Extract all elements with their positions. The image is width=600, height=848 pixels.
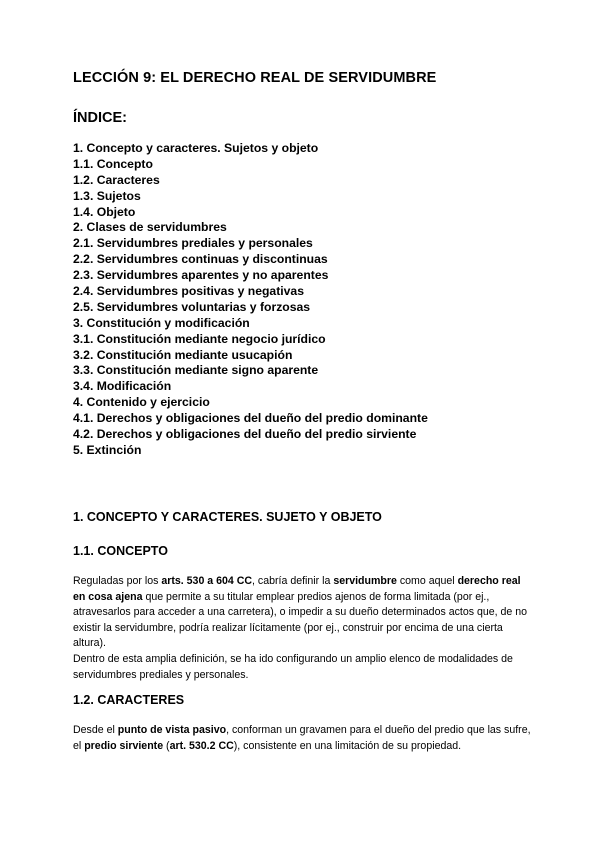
toc-item: 2. Clases de servidumbres: [73, 220, 227, 235]
toc-item: 2.3. Servidumbres aparentes y no aparentes: [73, 268, 329, 283]
paragraph-text: Reguladas por los: [73, 575, 162, 587]
table-of-contents: [73, 141, 428, 459]
toc-item: 3. Constitución y modificación: [73, 315, 250, 330]
paragraph-bold-text: predio sirviente: [84, 739, 164, 752]
toc-item: 1.1. Concepto: [73, 156, 153, 171]
toc-item: 5. Extinción: [73, 442, 142, 457]
paragraph-bold-text: derecho real en cosa ajena: [73, 575, 521, 603]
paragraph-bold-text: servidumbre: [333, 575, 397, 587]
toc-item: 3.1. Constitución mediante negocio jurídico: [73, 331, 326, 346]
paragraph-bold-text: arts. 530 a 604 CC: [161, 575, 253, 587]
index-heading: ÍNDICE:: [73, 110, 127, 126]
paragraph-text: ), consistente en una limitación de su propiedad.: [233, 739, 462, 752]
toc-item: 1.3. Sujetos: [73, 188, 141, 203]
toc-item: 2.2. Servidumbres continuas y discontinuas: [73, 252, 328, 267]
toc-item: 2.4. Servidumbres positivas y negativas: [73, 284, 304, 299]
paragraph-text: (: [163, 739, 170, 752]
toc-item: 4.1. Derechos y obligaciones del dueño del predio dominante: [73, 411, 428, 426]
paragraph-text: Dentro de esta amplia definición, se ha ido configurando un amplio elenco de modalidades de servidumbres prediales y personales.: [73, 652, 513, 681]
paragraph-text: Desde el: [73, 724, 118, 736]
paragraph-text: que permite a su titular emplear predios ajenos de forma limitada (por ej., atravesarlos para acceder a una carretera), o impedir a su dueño determinados actos que, de no existir la servidumbre, podría realizar lícitamente (por ej., construir por encima de una cierta altura).: [73, 590, 528, 650]
subsection-heading: 1.2. CARACTERES: [73, 693, 185, 707]
paragraph: [73, 723, 533, 754]
paragraph: [73, 574, 533, 683]
subsection-heading: 1.1. CONCEPTO: [73, 544, 168, 558]
toc-item: 1.2. Caracteres: [73, 172, 160, 187]
section-heading: 1. CONCEPTO Y CARACTERES. SUJETO Y OBJETO: [73, 510, 382, 524]
paragraph-bold-text: punto de vista pasivo: [117, 724, 227, 736]
toc-item: 4.2. Derechos y obligaciones del dueño del predio sirviente: [73, 427, 417, 442]
paragraph-text: , cabría definir la: [252, 575, 334, 587]
toc-item: 3.2. Constitución mediante usucapión: [73, 347, 293, 362]
toc-item: 3.3. Constitución mediante signo aparente: [73, 363, 319, 378]
toc-item: 3.4. Modificación: [73, 379, 172, 394]
toc-item: 1.4. Objeto: [73, 204, 136, 219]
paragraph-text: , conforman un gravamen para el dueño del predio que las sufre, el: [73, 724, 531, 752]
paragraph-bold-text: art. 530.2 CC: [169, 739, 234, 752]
toc-item: 4. Contenido y ejercicio: [73, 395, 210, 410]
toc-item: 2.5. Servidumbres voluntarias y forzosas: [73, 299, 311, 314]
paragraph-text: como aquel: [396, 575, 458, 587]
toc-item: 1. Concepto y caracteres. Sujetos y objeto: [73, 141, 319, 155]
lesson-title: LECCIÓN 9: EL DERECHO REAL DE SERVIDUMBRE: [73, 70, 437, 86]
toc-item: 2.1. Servidumbres prediales y personales: [73, 236, 313, 251]
